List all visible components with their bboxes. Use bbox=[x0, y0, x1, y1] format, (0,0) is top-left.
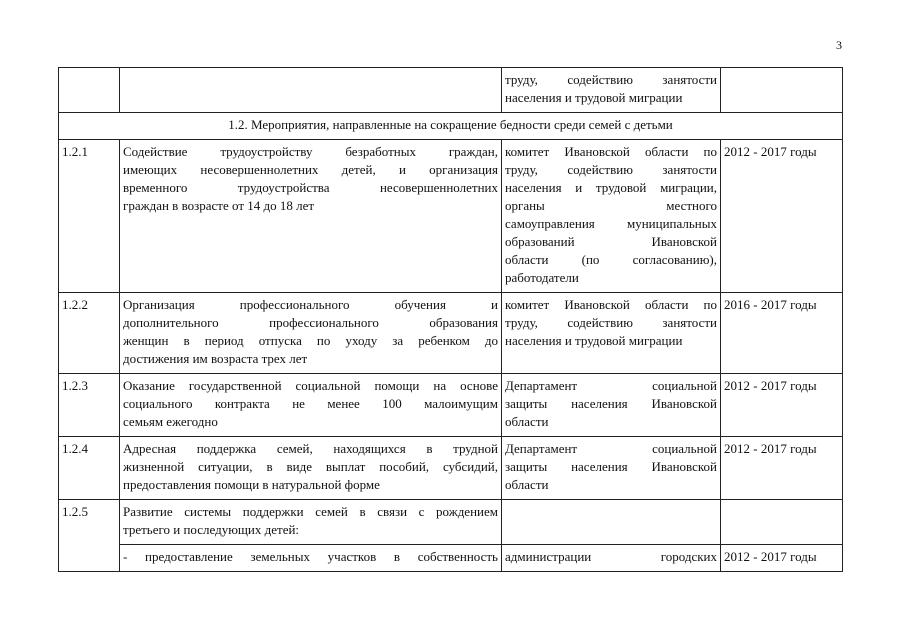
text-line: области bbox=[505, 414, 549, 429]
text-line: достижения им возраста трех лет bbox=[123, 351, 308, 366]
text-line: предоставления помощи в натуральной форме bbox=[123, 477, 380, 492]
text-line: образований Ивановской bbox=[505, 234, 717, 249]
text-line: населения и трудовой миграции bbox=[505, 333, 683, 348]
text-line: населения и трудовой миграции bbox=[505, 90, 683, 105]
measures-table bbox=[58, 67, 843, 572]
text-line: социального контракта не менее 100 малоимущим bbox=[123, 396, 498, 411]
table-row bbox=[59, 293, 843, 374]
row-period-cell: 2012 - 2017 годы bbox=[721, 545, 843, 572]
table-row bbox=[59, 545, 843, 572]
row-period-cell bbox=[721, 68, 843, 113]
text-line: органы местного bbox=[505, 198, 717, 213]
table-row bbox=[59, 140, 843, 293]
text-line: Департамент социальной bbox=[505, 441, 717, 456]
table-row bbox=[59, 437, 843, 500]
text-line: третьего и последующих детей: bbox=[123, 522, 300, 537]
row-description-cell bbox=[120, 437, 502, 500]
row-period-cell: 2012 - 2017 годы bbox=[721, 374, 843, 437]
row-responsible-cell bbox=[502, 293, 721, 374]
row-description-cell bbox=[120, 140, 502, 293]
section-title: 1.2. Мероприятия, направленные на сокращение бедности среди семей с детьми bbox=[59, 113, 843, 140]
row-number-cell: 1.2.5 bbox=[59, 500, 120, 572]
text-line: жизненной ситуации, в виде выплат пособий, субсидий, bbox=[123, 459, 498, 474]
text-line: Департамент социальной bbox=[505, 378, 717, 393]
row-number-cell bbox=[59, 68, 120, 113]
text-line: Развитие системы поддержки семей в связи с рождением bbox=[123, 504, 498, 519]
text-line: труду, содействию занятости bbox=[505, 72, 717, 87]
text-line: временного трудоустройства несовершеннолетних bbox=[123, 180, 498, 195]
section-header-row bbox=[59, 113, 843, 140]
text-line: дополнительного профессионального образования bbox=[123, 315, 498, 330]
row-responsible-cell bbox=[502, 374, 721, 437]
row-period-cell: 2012 - 2017 годы bbox=[721, 140, 843, 293]
row-responsible-cell bbox=[502, 500, 721, 545]
row-description-cell bbox=[120, 545, 502, 572]
text-line: труду, содействию занятости bbox=[505, 315, 717, 330]
row-period-cell: 2012 - 2017 годы bbox=[721, 437, 843, 500]
text-line: имеющих несовершеннолетних детей, и организация bbox=[123, 162, 498, 177]
text-line: женщин в период отпуска по уходу за ребенком до bbox=[123, 333, 498, 348]
row-description-cell bbox=[120, 374, 502, 437]
row-number-cell: 1.2.1 bbox=[59, 140, 120, 293]
table-row bbox=[59, 374, 843, 437]
row-number-cell: 1.2.3 bbox=[59, 374, 120, 437]
text-line: защиты населения Ивановской bbox=[505, 396, 717, 411]
text-line: семьям ежегодно bbox=[123, 414, 218, 429]
text-line: Организация профессионального обучения и bbox=[123, 297, 498, 312]
row-number-cell: 1.2.4 bbox=[59, 437, 120, 500]
text-line: - предоставление земельных участков в собственность bbox=[123, 549, 498, 564]
row-description-cell bbox=[120, 500, 502, 545]
text-line: области bbox=[505, 477, 549, 492]
row-responsible-cell bbox=[502, 68, 721, 113]
text-line: Содействие трудоустройству безработных граждан, bbox=[123, 144, 498, 159]
text-line: комитет Ивановской области по bbox=[505, 144, 717, 159]
row-responsible-cell bbox=[502, 140, 721, 293]
text-line: Оказание государственной социальной помощи на основе bbox=[123, 378, 498, 393]
text-line: Адресная поддержка семей, находящихся в трудной bbox=[123, 441, 498, 456]
row-description-cell bbox=[120, 293, 502, 374]
row-responsible-cell bbox=[502, 437, 721, 500]
row-description-cell bbox=[120, 68, 502, 113]
row-number-cell: 1.2.2 bbox=[59, 293, 120, 374]
page-number: 3 bbox=[836, 38, 842, 52]
row-responsible-cell bbox=[502, 545, 721, 572]
table-row bbox=[59, 68, 843, 113]
text-line: работодатели bbox=[505, 270, 579, 285]
text-line: граждан в возрасте от 14 до 18 лет bbox=[123, 198, 315, 213]
text-line: самоуправления муниципальных bbox=[505, 216, 717, 231]
text-line: труду, содействию занятости bbox=[505, 162, 717, 177]
text-line: комитет Ивановской области по bbox=[505, 297, 717, 312]
row-period-cell: 2016 - 2017 годы bbox=[721, 293, 843, 374]
text-line: администрации городских bbox=[505, 549, 717, 564]
table-row bbox=[59, 500, 843, 545]
text-line: населения и трудовой миграции, bbox=[505, 180, 717, 195]
text-line: защиты населения Ивановской bbox=[505, 459, 717, 474]
row-period-cell bbox=[721, 500, 843, 545]
text-line: области (по согласованию), bbox=[505, 252, 717, 267]
